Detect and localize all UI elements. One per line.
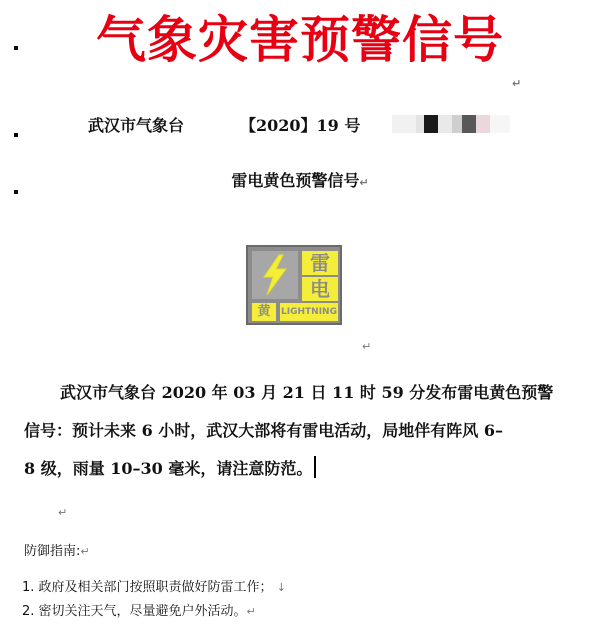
guide-item (22, 576, 286, 600)
signal-label: LIGHTNING (280, 303, 338, 321)
doc-number: 【2020】19 号 (240, 116, 361, 135)
body-line: 8 级，雨量 10–30 毫米，请注意防范。 (24, 459, 313, 478)
paragraph-return-icon: ↵ (512, 77, 523, 90)
title-text: 气象灾害预警信号 (96, 10, 504, 69)
paragraph-return-icon: ↵ (246, 605, 256, 618)
guide-item-text: 2. 密切关注天气，尽量避免户外活动。 (22, 604, 247, 619)
guide-title-text: 防御指南: (24, 544, 81, 559)
signal-char-bottom: 电 (302, 277, 338, 301)
guide-item (22, 600, 286, 624)
guide-list (22, 576, 286, 624)
signal-char-top: 雷 (302, 251, 338, 275)
signal-color-char: 黄 (252, 303, 276, 321)
signal-name (0, 168, 600, 191)
guide-title (24, 540, 90, 559)
guide-item-text: 1. 政府及相关部门按照职责做好防雷工作； (22, 580, 273, 595)
signal-name-text: 雷电黄色预警信号 (231, 171, 360, 190)
issuer: 武汉市气象台 (88, 116, 185, 135)
issuer-line (0, 113, 600, 137)
paragraph-return-icon: ↵ (80, 545, 90, 558)
warning-body (24, 374, 580, 488)
paragraph-return-icon: ↵ (359, 176, 369, 189)
paragraph-return-icon: ↵ (362, 340, 372, 353)
document-title (0, 8, 600, 90)
redacted-area (392, 115, 510, 133)
body-line: 武汉市气象台 2020 年 03 月 21 日 11 时 59 分发布雷电黄色预警 (60, 383, 554, 402)
body-line: 信号：预计未来 6 小时，武汉大部将有雷电活动，局地伴有阵风 6– (24, 421, 503, 440)
lightning-bolt-icon (252, 251, 298, 299)
line-break-icon: ↓ (276, 581, 286, 594)
lightning-yellow-signal-icon (246, 245, 342, 325)
text-cursor (314, 456, 316, 478)
paragraph-return-icon: ↵ (58, 506, 68, 519)
